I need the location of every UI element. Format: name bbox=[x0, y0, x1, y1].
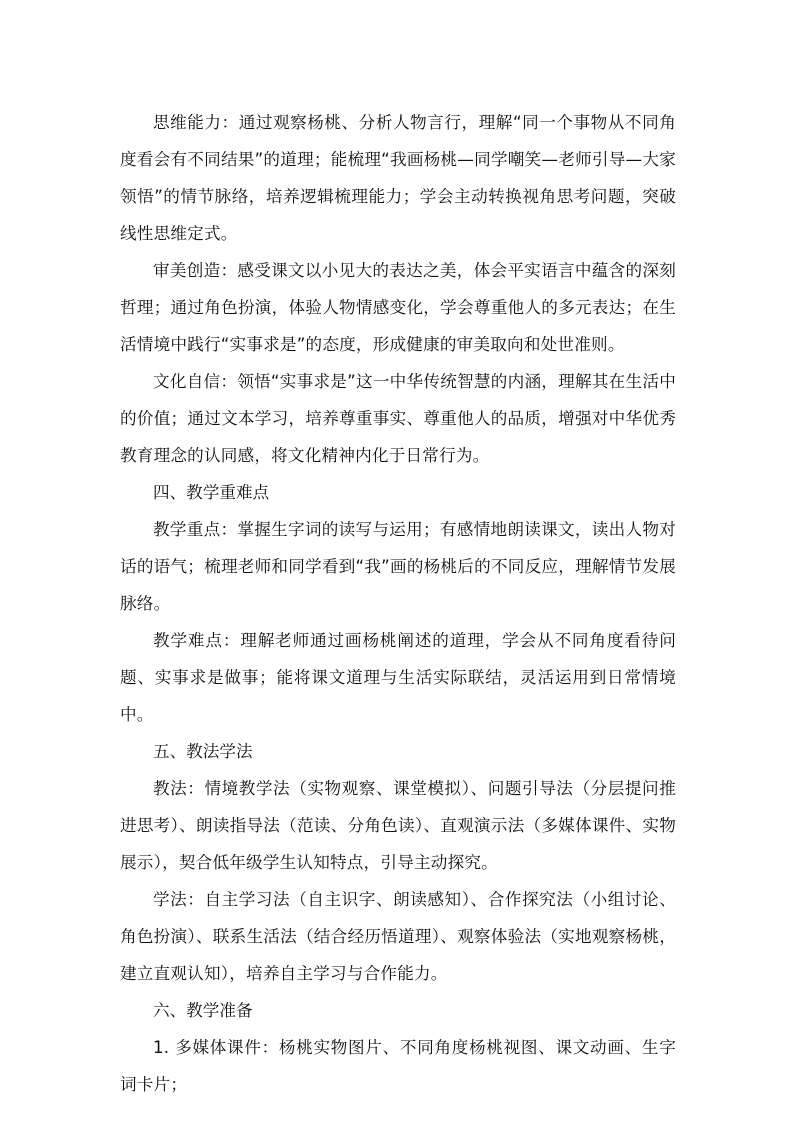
paragraph-multimedia-preparation: 1. 多媒体课件：杨桃实物图片、不同角度杨桃视图、课文动画、生字词卡片； bbox=[120, 1038, 676, 1094]
paragraph-learning-methods: 学法：自主学习法（自主识字、朗读感知）、合作探究法（小组讨论、角色扮演）、联系生活法（结合经历悟道理）、观察体验法（实地观察杨桃，建立直观认知），培养自主学习与合作能力。 bbox=[120, 890, 676, 983]
paragraph-teaching-difficulty: 教学难点：理解老师通过画杨桃阐述的道理，学会从不同角度看待问题、实事求是做事；能将课文道理与生活实际联结，灵活运用到日常情境中。 bbox=[120, 631, 676, 724]
paragraph-teaching-methods: 教法：情境教学法（实物观察、课堂模拟）、问题引导法（分层提问推进思考）、朗读指导法（范读、分角色读）、直观演示法（多媒体课件、实物展示），契合低年级学生认知特点，引导主动探究。 bbox=[120, 779, 676, 872]
document-body bbox=[120, 104, 676, 1103]
paragraph-aesthetic-creation: 审美创造：感受课文以小见大的表达之美，体会平实语言中蕴含的深刻哲理；通过角色扮演，体验人物情感变化，学会尊重他人的多元表达；在生活情境中践行“实事求是”的态度，形成健康的审美取向和处世准则。 bbox=[120, 261, 676, 354]
section-heading-key-points: 四、教学重难点 bbox=[153, 483, 270, 502]
section-heading-preparation: 六、教学准备 bbox=[153, 1001, 253, 1020]
section-heading-methods: 五、教法学法 bbox=[153, 742, 253, 761]
paragraph-thinking-ability: 思维能力：通过观察杨桃、分析人物言行，理解“同一个事物从不同角度看会有不同结果”的道理；能梳理“我画杨桃—同学嘲笑—老师引导—大家领悟”的情节脉络，培养逻辑梳理能力；学会主动转换视角思考问题，突破线性思维定式。 bbox=[120, 113, 676, 243]
paragraph-cultural-confidence: 文化自信：领悟“实事求是”这一中华传统智慧的内涵，理解其在生活中的价值；通过文本学习，培养尊重事实、尊重他人的品质，增强对中华优秀教育理念的认同感，将文化精神内化于日常行为。 bbox=[120, 372, 676, 465]
paragraph-teaching-focus: 教学重点：掌握生字词的读写与运用；有感情地朗读课文，读出人物对话的语气；梳理老师和同学看到“我”画的杨桃后的不同反应，理解情节发展脉络。 bbox=[120, 520, 676, 613]
